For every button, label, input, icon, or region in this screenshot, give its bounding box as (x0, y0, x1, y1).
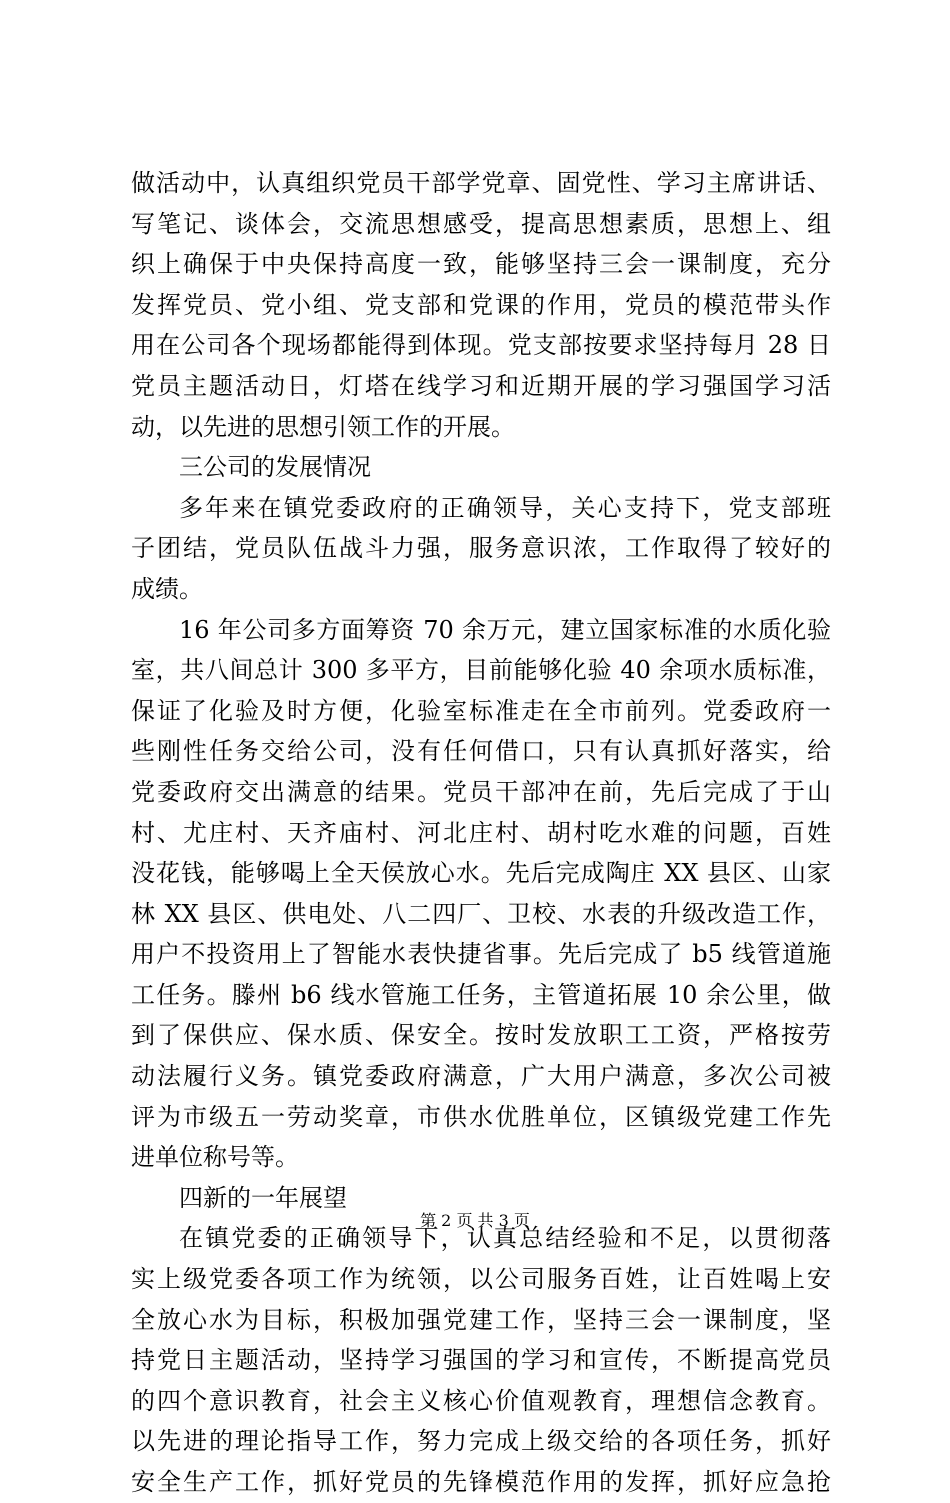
text-line: 用户不投资用上了智能水表快捷省事。先后完成了 b5 线管道施 (131, 940, 831, 969)
text-line: 16 年公司多方面筹资 70 余万元，建立国家标准的水质化验 (179, 615, 831, 644)
page-number-indicator: 第 2 页 共 3 页 (420, 1211, 530, 1230)
text-line: 用在公司各个现场都能得到体现。党支部按要求坚持每月 28 日 (131, 331, 831, 360)
text-line: 做活动中，认真组织党员干部学党章、固党性、学习主席讲话、 (131, 169, 831, 197)
text-line: 没花钱，能够喝上全天侯放心水。先后完成陶庄 XX 县区、山家 (131, 859, 831, 888)
text-line: 子团结，党员队伍战斗力强，服务意识浓，工作取得了较好的 (131, 534, 831, 563)
text-line: 全放心水为目标，积极加强党建工作，坚持三会一课制度，坚 (131, 1305, 831, 1334)
text-line: 的四个意识教育，社会主义核心价值观教育，理想信念教育。 (131, 1386, 831, 1415)
paragraph-outlook (131, 1218, 831, 1502)
page-footer (0, 1209, 950, 1233)
text-line: 安全生产工作，抓好党员的先锋模范作用的发挥，抓好应急抢 (131, 1468, 831, 1496)
paragraph-company-overview (131, 488, 831, 610)
text-line: 到了保供应、保水质、保安全。按时发放职工工资，严格按劳 (131, 1021, 831, 1050)
text-line: 动法履行义务。镇党委政府满意，广大用户满意，多次公司被 (131, 1062, 831, 1091)
text-line: 写笔记、谈体会，交流思想感受，提高思想素质，思想上、组 (131, 209, 831, 238)
text-line: 织上确保于中央保持高度一致，能够坚持三会一课制度，充分 (131, 250, 831, 279)
text-line: 进单位称号等。 (131, 1143, 299, 1172)
text-line: 以先进的理论指导工作，努力完成上级交给的各项任务，抓好 (131, 1427, 831, 1456)
text-line: 保证了化验及时方便，化验室标准走在全市前列。党委政府一 (131, 696, 831, 725)
text-line: 室，共八间总计 300 多平方，目前能够化验 40 余项水质标准， (131, 656, 831, 685)
paragraph-party-activities (131, 163, 831, 447)
text-line: 工任务。滕州 b6 线水管施工任务，主管道拓展 10 余公里，做 (131, 980, 831, 1009)
text-line: 发挥党员、党小组、党支部和党课的作用，党员的模范带头作 (131, 290, 831, 319)
text-line: 林 XX 县区、供电处、八二四厂、卫校、水表的升级改造工作， (131, 899, 831, 928)
section-heading-text: 四新的一年展望 (179, 1183, 347, 1212)
text-line: 成绩。 (131, 574, 203, 603)
text-line: 多年来在镇党委政府的正确领导，关心支持下，党支部班 (179, 493, 831, 522)
text-line: 评为市级五一劳动奖章，市供水优胜单位，区镇级党建工作先 (131, 1102, 831, 1131)
text-line: 持党日主题活动，坚持学习强国的学习和宣传，不断提高党员 (131, 1346, 831, 1375)
section-heading-text: 三公司的发展情况 (179, 453, 371, 482)
text-line: 实上级党委各项工作为统领，以公司服务百姓，让百姓喝上安 (131, 1265, 831, 1294)
text-line: 党员主题活动日，灯塔在线学习和近期开展的学习强国学习活 (131, 371, 831, 400)
text-line: 村、尤庄村、天齐庙村、河北庄村、胡村吃水难的问题，百姓 (131, 818, 831, 847)
text-line: 在镇党委的正确领导下，认真总结经验和不足，以贯彻落 (179, 1224, 831, 1253)
text-line: 动，以先进的思想引领工作的开展。 (131, 412, 515, 441)
paragraph-achievements (131, 610, 831, 1178)
text-line: 党委政府交出满意的结果。党员干部冲在前，先后完成了于山 (131, 777, 831, 806)
document-body (131, 163, 831, 1503)
section-heading-company-development (131, 447, 831, 488)
text-line: 些刚性任务交给公司，没有任何借口，只有认真抓好落实，给 (131, 737, 831, 766)
